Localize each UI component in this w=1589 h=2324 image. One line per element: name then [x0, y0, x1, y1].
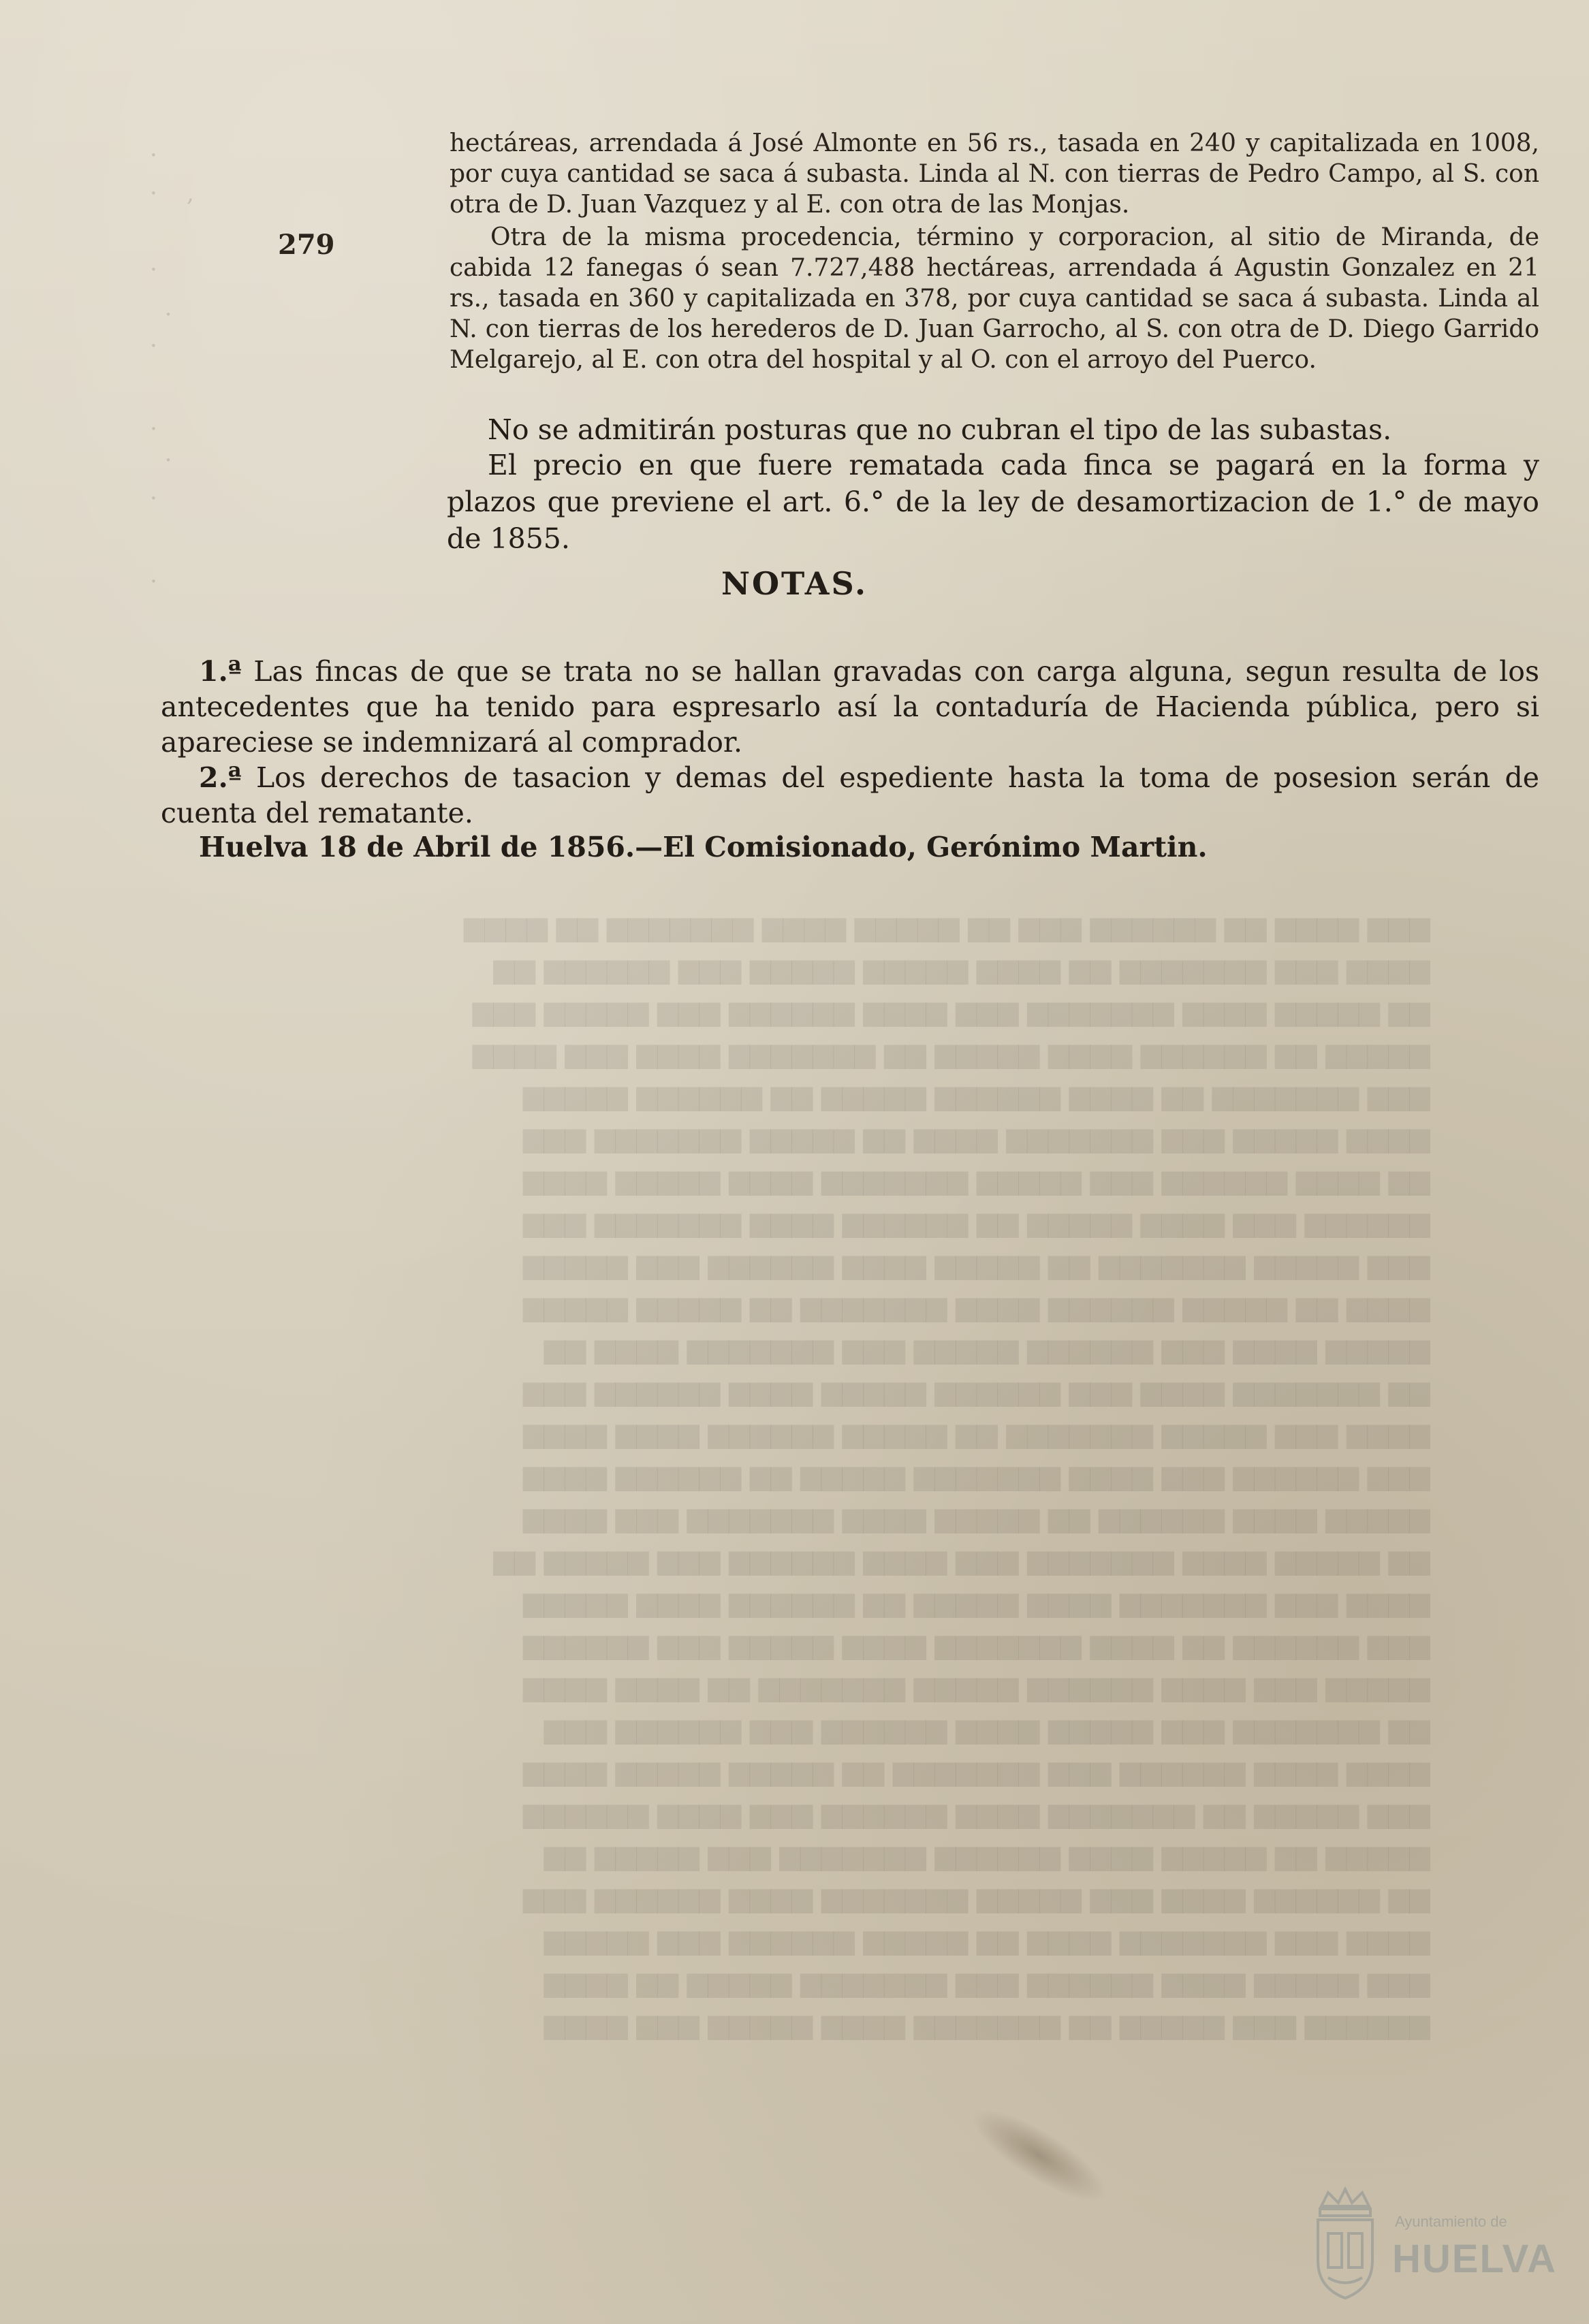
auction-notice-payment: El precio en que fuere rematada cada finca se pagará en la forma y plazos que previene el art. 6.° de la ley de desamortizacion de 1.° de mayo de 1855.	[447, 449, 1539, 555]
watermark-small-text: Ayuntamiento de	[1395, 2213, 1507, 2230]
property-entry-continued: hectáreas, arrendada á José Almonte en 56 rs., tasada en 240 y capitalizada en 1008, por cuya cantidad se saca á subasta. Linda al N. con tierras de Pedro Campo, al S. con otra de D. Juan Vazquez y al E. con otra de las Monjas.	[450, 129, 1539, 219]
bleed-through-texture: ▆▆▆ ▆▆▆▆ ▆▆ ▆▆▆▆▆▆ ▆▆▆ ▆▆ ▆▆▆▆▆ ▆▆▆▆ ▆▆▆▆▆▆▆ ▆▆ ▆▆▆▆ ▆▆▆▆ ▆▆▆ ▆▆▆▆▆▆▆ ▆▆ ▆▆▆▆ ▆▆▆▆▆ ▆▆▆▆▆ ▆▆▆ ▆▆▆▆▆▆ ▆▆ ▆▆ ▆▆▆▆▆ ▆▆▆▆ ▆▆▆▆▆▆▆ ▆▆▆ ▆▆▆▆ ▆▆▆▆▆▆ ▆▆▆ ▆▆▆▆▆ ▆▆▆ ▆▆▆▆▆ ▆▆ ▆▆▆▆▆▆ ▆▆▆▆ ▆▆▆▆▆ ▆▆ ▆▆▆▆▆▆▆ ▆▆▆▆ ▆▆▆ ▆▆▆▆ ▆▆▆ ▆▆▆▆▆▆▆ ▆▆ ▆▆▆▆ ▆▆▆▆▆▆ ▆▆▆▆▆ ▆▆ ▆▆▆▆▆▆ ▆▆▆▆▆ ▆▆▆▆ ▆▆▆▆▆ ▆▆▆ ▆▆▆▆▆▆▆ ▆▆▆▆ ▆▆ ▆▆▆▆▆ ▆▆▆▆▆▆▆ ▆▆▆ ▆▆ ▆▆▆▆ ▆▆▆▆▆▆ ▆▆▆ ▆▆▆▆▆ ▆▆▆▆▆▆▆ ▆▆▆▆ ▆▆▆▆▆ ▆▆▆▆ ▆▆▆▆▆▆ ▆▆▆ ▆▆▆▆ ▆▆▆▆▆ ▆▆ ▆▆▆▆▆▆ ▆▆▆▆ ▆▆▆▆▆▆▆ ▆▆▆ ▆▆▆ ▆▆▆▆▆ ▆▆▆▆▆▆▆ ▆▆ ▆▆▆▆▆ ▆▆▆▆ ▆▆▆▆▆▆ ▆▆▆ ▆▆▆▆▆ ▆▆▆▆ ▆▆ ▆▆▆▆▆ ▆▆▆▆▆▆ ▆▆▆▆ ▆▆▆▆▆▆▆ ▆▆ ▆▆▆▆▆ ▆▆▆▆▆ ▆▆▆▆▆ ▆▆▆▆ ▆▆▆ ▆▆▆▆▆▆ ▆▆▆▆▆ ▆▆▆ ▆▆▆▆▆▆▆ ▆▆▆▆ ▆▆ ▆▆ ▆▆▆▆▆▆▆ ▆▆▆▆ ▆▆▆ ▆▆▆▆▆▆ ▆▆▆▆▆ ▆▆▆▆ ▆▆▆▆▆▆ ▆▆▆ ▆▆▆▆ ▆▆▆ ▆▆▆▆▆ ▆▆▆▆▆▆▆ ▆▆ ▆▆▆▆▆ ▆▆▆▆▆▆ ▆▆▆▆ ▆▆▆▆ ▆▆▆ ▆▆▆▆▆▆ ▆▆▆ ▆▆▆▆ ▆▆▆▆▆▆▆ ▆▆▆▆▆ ▆▆ ▆▆▆▆▆▆ ▆▆▆▆ ▆▆▆▆▆ ▆▆▆▆ ▆▆▆▆▆▆ ▆▆ ▆▆▆▆▆ ▆▆▆▆ ▆▆▆▆▆▆▆ ▆▆▆ ▆▆▆▆ ▆▆ ▆▆▆▆▆ ▆▆▆▆ ▆▆▆▆▆▆▆ ▆▆▆ ▆▆▆▆ ▆▆▆▆▆▆ ▆▆▆ ▆▆▆▆▆ ▆▆ ▆▆▆▆ ▆▆▆ ▆▆▆▆▆▆▆ ▆▆▆▆ ▆▆▆▆▆ ▆▆ ▆▆▆▆▆▆ ▆▆▆▆ ▆▆▆▆▆ ▆▆▆ ▆▆▆▆▆▆ ▆▆ ▆▆▆▆ ▆▆▆▆▆▆▆ ▆▆▆▆ ▆▆▆▆▆ ▆▆▆ ▆▆▆▆▆▆ ▆▆▆▆▆ ▆▆▆ ▆▆▆▆ ▆▆▆▆▆▆ ▆▆▆▆▆ ▆▆▆▆▆▆▆ ▆▆ ▆▆▆▆ ▆▆▆▆ ▆▆ ▆▆▆▆▆▆▆ ▆▆▆ ▆▆▆▆▆ ▆▆▆▆ ▆▆▆▆▆▆ ▆▆▆ ▆▆▆▆▆▆ ▆▆▆ ▆▆▆▆ ▆▆▆▆ ▆▆▆▆▆▆ ▆▆▆ ▆▆▆▆▆▆▆ ▆▆ ▆▆▆▆▆ ▆▆▆▆▆ ▆▆▆▆ ▆▆▆ ▆▆▆▆▆ ▆▆ ▆▆▆▆▆▆▆ ▆▆▆▆ ▆▆▆▆▆▆ ▆▆▆ ▆▆▆▆ ▆▆▆▆▆▆ ▆▆▆▆▆ ▆▆ ▆▆▆▆▆ ▆▆▆▆ ▆▆▆▆▆▆ ▆▆▆▆▆▆▆ ▆▆▆ ▆▆▆▆▆ ▆▆ ▆▆ ▆▆▆▆▆▆ ▆▆▆▆ ▆▆▆ ▆▆▆▆▆ ▆▆▆▆▆▆▆ ▆▆▆▆ ▆▆▆▆▆▆ ▆▆▆ ▆▆▆▆ ▆▆▆ ▆▆▆▆▆▆▆ ▆▆▆▆ ▆▆ ▆▆▆▆▆ ▆▆▆▆▆▆ ▆▆▆ ▆▆▆▆▆ ▆▆▆ ▆▆▆▆▆ ▆▆▆▆ ▆▆▆▆▆▆ ▆▆▆ ▆▆▆▆▆▆▆ ▆▆▆▆▆ ▆▆ ▆▆▆▆ ▆▆▆▆▆▆ ▆▆▆ ▆▆▆▆▆ ▆▆ ▆▆▆▆▆▆▆ ▆▆▆▆ ▆▆▆▆▆ ▆▆▆ ▆▆▆▆	[463, 911, 1430, 2040]
lot-number: 279	[278, 229, 335, 261]
archive-watermark	[1308, 2186, 1567, 2308]
note-2	[161, 760, 1539, 831]
note-1	[161, 654, 1539, 760]
date-signature-line: Huelva 18 de Abril de 1856.—El Comisionado, Gerónimo Martin.	[199, 831, 1208, 863]
paper-stain	[960, 2093, 1118, 2216]
property-entry-279: Otra de la misma procedencia, término y corporacion, al sitio de Miranda, de cabida 12 fanegas ó sean 7.727,488 hectáreas, arrendada á Agustin Gonzalez en 21 rs., tasada en 360 y capitalizada en 378, por cuya cantidad se saca á subasta. Linda al N. con tierras de los herederos de D. Juan Garrocho, al S. con otra de D. Diego Garrido Melgarejo, al E. con otra del hospital y al O. con el arroyo del Puerco.	[450, 223, 1539, 374]
watermark-big-text: HUELVA	[1392, 2237, 1557, 2281]
note-1-text: Las fincas de que se trata no se hallan gravadas con carga alguna, segun resulta de los antecedentes que ha tenido para espresarlo así la contaduría de Hacienda pública, pero si apareciese se indemnizará al comprador.	[161, 655, 1539, 759]
note-2-number: 2.ª	[199, 761, 242, 794]
margin-bleed-marks: · · , · . · . · · .	[150, 142, 194, 588]
city-crest-icon	[1308, 2186, 1383, 2302]
note-2-text: Los derechos de tasacion y demas del espediente hasta la toma de posesion serán de cuenta del rematante.	[161, 761, 1539, 829]
notes-heading: NOTAS.	[721, 565, 868, 602]
auction-notice-minimum-bid: No se admitirán posturas que no cubran el tipo de las subastas.	[488, 413, 1392, 446]
note-1-number: 1.ª	[199, 655, 242, 688]
